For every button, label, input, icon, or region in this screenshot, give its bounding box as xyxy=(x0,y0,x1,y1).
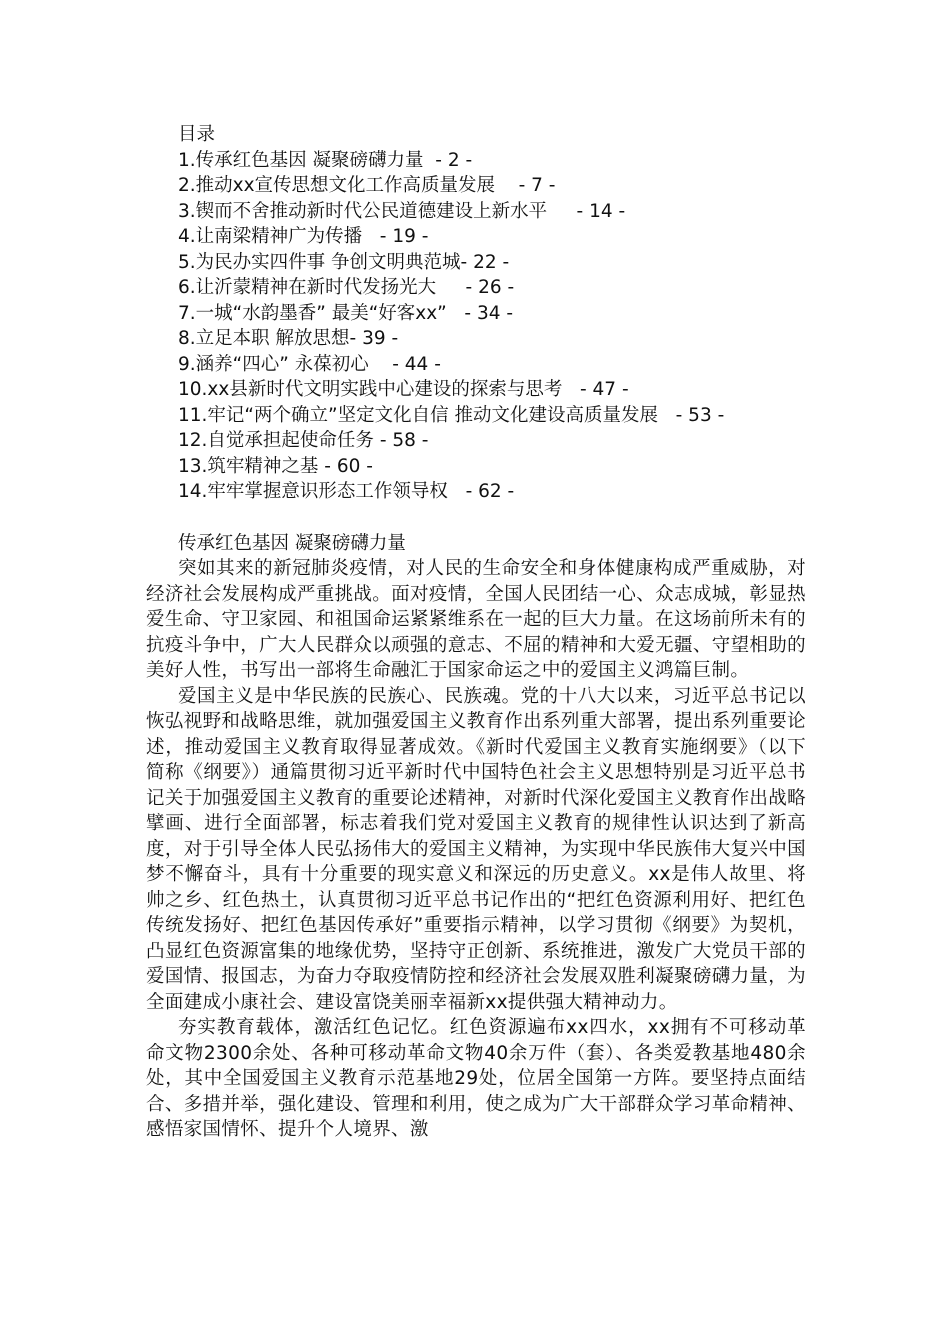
section-spacer xyxy=(146,505,806,531)
toc-item[interactable] xyxy=(146,377,806,403)
toc-item-label: 2.推动xx宣传思想文化工作高质量发展 xyxy=(178,175,496,196)
article-paragraph: 爱国主义是中华民族的民族心、民族魂。党的十八大以来，习近平总书记以恢弘视野和战略思维，就加强爱国主义教育作出系列重大部署，提出系列重要论述，推动爱国主义教育取得显著成效。《新时代爱国主义教育实施纲要》（以下简称《纲要》）通篇贯彻习近平新时代中国特色社会主义思想特别是习近平总书记关于加强爱国主义教育的重要论述精神，对新时代深化爱国主义教育作出战略擘画、进行全面部署，标志着我们党对爱国主义教育的规律性认识达到了新高度，对于引导全体人民弘扬伟大的爱国主义精神，为实现中华民族伟大复兴中国梦不懈奋斗，具有十分重要的现实意义和深远的历史意义。xx是伟人故里、将帅之乡、红色热土，认真贯彻习近平总书记作出的“把红色资源利用好、把红色传统发扬好、把红色基因传承好”重要指示精神，以学习贯彻《纲要》为契机，凸显红色资源富集的地缘优势，坚持守正创新、系统推进，激发广大党员干部的爱国情、报国志，为奋力夺取疫情防控和经济社会发展双胜利凝聚磅礴力量，为全面建成小康社会、建设富饶美丽幸福新xx提供强大精神动力。 xyxy=(146,685,806,1013)
toc-item[interactable] xyxy=(146,428,806,454)
toc-item-label: 3.锲而不舍推动新时代公民道德建设上新水平 xyxy=(178,200,548,222)
toc-title: 目录 xyxy=(178,124,216,145)
toc-item-label: 11.牢记“两个确立”坚定文化自信 推动文化建设高质量发展 xyxy=(178,404,658,426)
toc-item-page: - 34 - xyxy=(446,302,514,324)
toc-item-page: - 58 - xyxy=(373,430,429,451)
toc-item-label: 14.牢牢掌握意识形态工作领导权 xyxy=(178,481,448,502)
toc-item[interactable] xyxy=(146,148,806,174)
toc-item-label: 12.自觉承担起使命任务 xyxy=(178,430,374,451)
document-content xyxy=(146,122,806,1143)
toc-item-page: - 60 - xyxy=(318,455,373,477)
toc-item-page: - 53 - xyxy=(657,404,725,426)
toc-item-label: 10.xx县新时代文明实践中心建设的探索与思考 xyxy=(178,379,563,400)
toc-item-label: 9.涵养“四心” 永葆初心 xyxy=(178,353,369,375)
toc-item-page: - 19 - xyxy=(362,226,429,247)
toc-item-label: 4.让南梁精神广为传播 xyxy=(178,226,363,247)
toc-item-label: 7.一城“水韵墨香” 最美“好客xx” xyxy=(178,302,447,324)
toc-item[interactable] xyxy=(146,173,806,199)
toc-item-page: - 62 - xyxy=(447,481,515,502)
toc-item-label: 13.筑牢精神之基 xyxy=(178,455,319,477)
toc-item[interactable] xyxy=(146,479,806,505)
toc-item-page: - 22 - xyxy=(460,251,510,273)
toc-item[interactable] xyxy=(146,199,806,225)
toc-item-page: - 39 - xyxy=(349,328,399,349)
toc-item[interactable] xyxy=(146,454,806,480)
toc-item[interactable] xyxy=(146,301,806,327)
toc-item-page: - 14 - xyxy=(547,200,626,222)
article-paragraph: 突如其来的新冠肺炎疫情，对人民的生命安全和身体健康构成严重威胁，对经济社会发展构成严重挑战。面对疫情，全国人民团结一心、众志成城，彰显热爱生命、守卫家园、和祖国命运紧紧维系在一起的巨大力量。在这场前所未有的抗疫斗争中，广大人民群众以顽强的意志、不屈的精神和大爱无疆、守望相助的美好人性，书写出一部将生命融汇于国家命运之中的爱国主义鸿篇巨制。 xyxy=(146,558,806,681)
article-paragraph: 夯实教育载体，激活红色记忆。红色资源遍布xx四水，xx拥有不可移动革命文物2300余处、各种可移动革命文物40余万件（套）、各类爱教基地480余处，其中全国爱国主义教育示范基地29处，位居全国第一方阵。要坚持点面结合、多措并举，强化建设、管理和利用，使之成为广大干部群众学习革命精神、感悟家国情怀、提升个人境界、激 xyxy=(146,1017,806,1140)
toc-item[interactable] xyxy=(146,224,806,250)
toc-item-label: 1.传承红色基因 凝聚磅礴力量 xyxy=(178,149,424,171)
toc-item[interactable] xyxy=(146,352,806,378)
toc-item-label: 5.为民办实四件事 争创文明典范城 xyxy=(178,251,461,273)
toc-item-page: - 47 - xyxy=(562,379,629,400)
toc-list xyxy=(146,148,806,505)
toc-item[interactable] xyxy=(146,250,806,276)
toc-item[interactable] xyxy=(146,326,806,352)
toc-item-page: - 44 - xyxy=(368,353,441,375)
toc-item-label: 6.让沂蒙精神在新时代发扬光大 xyxy=(178,277,437,298)
toc-item-label: 8.立足本职 解放思想 xyxy=(178,328,350,349)
toc-item-page: - 2 - xyxy=(423,149,473,171)
article-title: 传承红色基因 凝聚磅礴力量 xyxy=(178,532,406,554)
toc-item-page: - 7 - xyxy=(495,175,556,196)
toc-item[interactable] xyxy=(146,275,806,301)
toc-item[interactable] xyxy=(146,403,806,429)
toc-item-page: - 26 - xyxy=(436,277,515,298)
